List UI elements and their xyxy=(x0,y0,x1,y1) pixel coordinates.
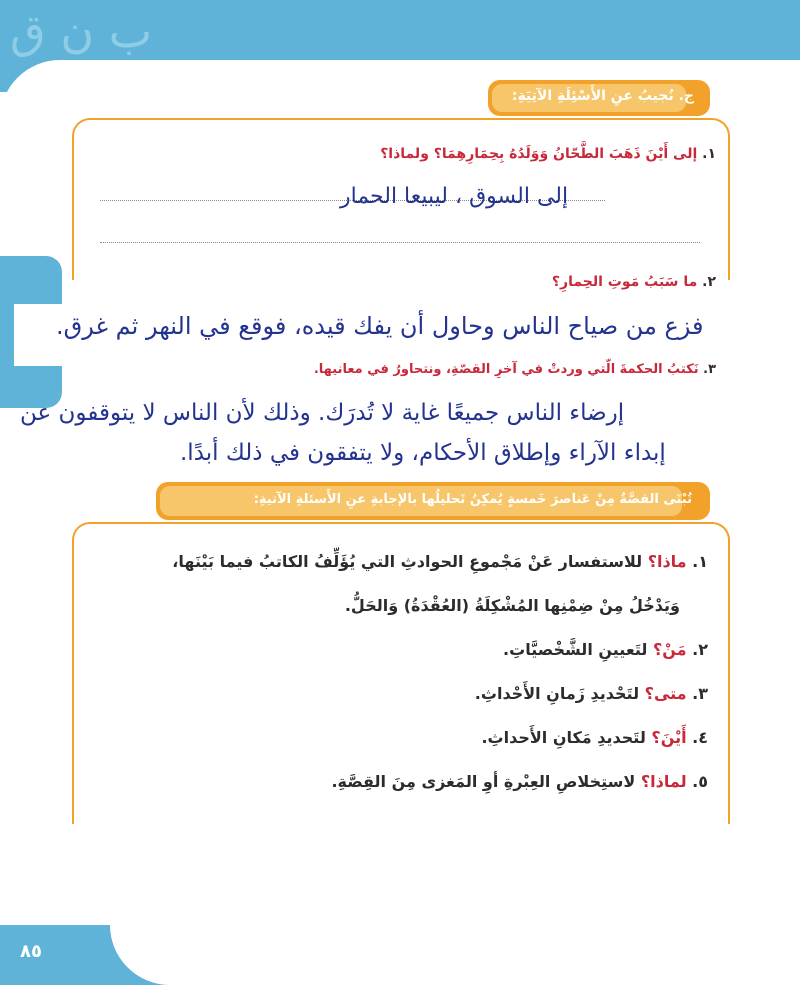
item-4-key: أَيْنَ؟ xyxy=(651,728,687,747)
page-footer xyxy=(0,925,800,985)
footer-white-curve xyxy=(110,925,800,985)
item-2-number: ٢. xyxy=(692,640,708,659)
question-2 xyxy=(66,274,716,294)
item-5-text: لاستِخلاصِ العِبْرةِ أوِ المَغزى مِنَ القِصَّةِ. xyxy=(331,772,636,791)
answer-3-line-1: إرضاء الناس جميعًا غاية لا تُدرَك. وذلك لأن الناس لا يتوقفون عن xyxy=(20,400,625,426)
question-3-number: ٣. xyxy=(703,362,716,377)
story-item-1-continuation xyxy=(80,596,680,620)
item-3-number: ٣. xyxy=(692,684,708,703)
section-c-header xyxy=(488,80,710,116)
question-1-number: ١. xyxy=(702,146,716,162)
story-elements-header xyxy=(156,482,710,520)
decorative-pattern: ب ن ق xyxy=(10,4,153,58)
page-number: ٨٥ xyxy=(20,941,42,962)
answer-1-line-2 xyxy=(100,242,700,243)
item-5-key: لماذا؟ xyxy=(640,772,687,791)
item-3-text: لتَحْديدِ زَمانِ الأَحْداثِ. xyxy=(474,684,640,703)
item-4-text: لتَحديدِ مَكانِ الأَحداثِ. xyxy=(481,728,646,747)
item-1-continuation-text: وَيَدْخُلُ مِنْ ضِمْنِها المُشْكِلَةُ (العُقْدَةُ) وَالحَلُّ. xyxy=(344,596,680,615)
story-item-5 xyxy=(108,772,708,796)
item-3-key: متى؟ xyxy=(644,684,687,703)
story-elements-title: تُبْنَى القصَّةُ مِنْ عَناصرَ خَمسةٍ يُمكِنُ تَحليلُها بالإجابةِ عنِ الأَسئلةِ الآتيةِ: xyxy=(253,492,692,507)
top-decorative-band xyxy=(0,0,800,92)
story-item-2 xyxy=(108,640,708,664)
item-1-number: ١. xyxy=(692,552,708,571)
item-2-key: مَنْ؟ xyxy=(652,640,687,659)
item-2-text: لتَعيينِ الشَّخْصيَّاتِ. xyxy=(503,640,648,659)
question-1-text: إلى أَيْنَ ذَهَبَ الطَّحّانُ وَوَلَدُهُ بِحِمَارِهِمَا؟ ولماذا؟ xyxy=(380,146,698,162)
answer-2-text: فزع من صياح الناس وحاول أن يفك قيده، فوقع في النهر ثم غرق. xyxy=(56,312,704,340)
item-1-key: ماذا؟ xyxy=(647,552,687,571)
question-2-text: ما سَبَبُ مَوتِ الحِمارِ؟ xyxy=(551,274,698,290)
story-item-4 xyxy=(108,728,708,752)
section-c-title: ج. نُجيبُ عنِ الأَسْئِلَةِ الآتِيَةِ: xyxy=(511,88,694,104)
answer-3-line-2: إبداء الآراء وإطلاق الأحكام، ولا يتفقون في ذلك أبدًا. xyxy=(180,440,666,466)
answer-1-text: إلى السوق ، ليبيعا الحمار xyxy=(340,184,569,209)
item-5-number: ٥. xyxy=(692,772,708,791)
story-item-1 xyxy=(68,552,708,576)
story-item-3 xyxy=(108,684,708,708)
item-1-text: للاستفسار عَنْ مَجْموعِ الحوادثِ التي يُؤَلِّفُ الكاتبُ فيما بَيْنَها، xyxy=(172,552,643,571)
item-4-number: ٤. xyxy=(692,728,708,747)
question-3-text: نَكتبُ الحكمةَ الّتي وردتْ في آخرِ القصّةِ، ونتحاورُ في معانيها. xyxy=(313,362,699,377)
question-2-number: ٢. xyxy=(702,274,716,290)
question-1 xyxy=(66,146,716,166)
question-3 xyxy=(66,362,716,382)
